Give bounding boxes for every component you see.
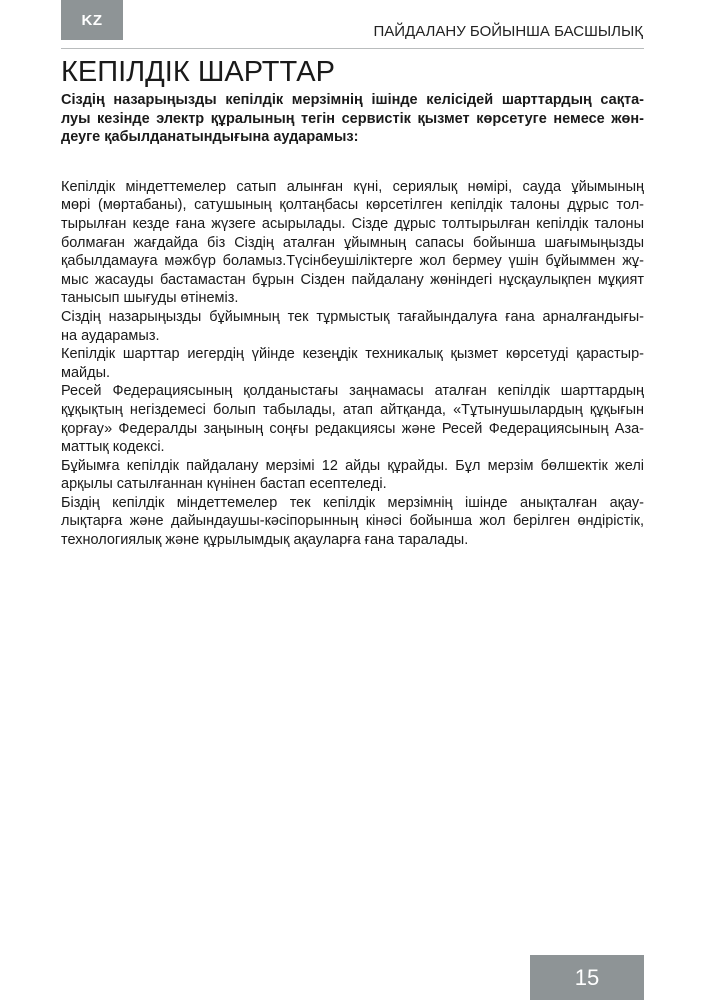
page-number: 15 [574,964,600,990]
body-line: қорғау» Федералды заңының соңғы редакциясы және Ресей Федерациясының Аза- [61,420,644,437]
language-code: KZ [81,11,103,29]
body-line: тырылған кезде ғана жүзеге асырылады. Сізде дұрыс толтырылған кепілдік талоны [61,215,644,232]
body-line: Ресей Федерациясының қолданыстағы заңнамасы аталған кепілдік шарттардың [61,383,644,400]
body-line: танысып шығуды өтінеміз. [61,290,239,307]
page-number-box [530,955,644,1000]
manual-title: ПАЙДАЛАНУ БОЙЫНША БАСШЫЛЫҚ [373,23,643,40]
body-paragraph [61,308,644,345]
intro-paragraph [61,91,644,147]
intro-line: луы кезінде электр құралының тегін сервистік қызмет көрсетуге немесе жөн- [61,110,644,127]
body-paragraph [61,494,644,550]
intro-line: деуге қабылданатындығына аударамыз: [61,129,359,146]
body-paragraph [61,345,644,382]
paragraph-gap [61,147,644,178]
body-line: қабылдамауға мәжбүр боламыз.Түсінбеушіліктерге жол бермеу үшін бұйыммен жұ- [61,253,644,270]
body-line: Кепілдік шарттар иегердің үйінде кезеңдік техникалық қызмет көрсетуді қарастыр- [61,346,644,363]
section-title: КЕПІЛДІК ШАРТТАР [61,56,335,88]
body-line: майды. [61,364,111,381]
body-line: Бұйымға кепілдік пайдалану мерзімі 12 айды құрайды. Бұл мерзім бөлшектік желі [61,457,644,474]
body-line: лықтарға және дайындаушы-кәсіпорынның кінәсі бойынша жол берілген өндірістік, [61,513,644,530]
body-line: на аударамыз. [61,327,160,344]
section-content [61,91,644,550]
body-line: мөрі (мөртабаны), сатушының қолтаңбасы көрсетілген кепілдік талоны дұрыс тол- [61,197,644,214]
body-line: технологиялық және құрылымдық ақауларға ғана таралады. [61,532,469,549]
header-divider [61,48,644,49]
body-line: құқықтың негіздемесі болып табылады, атап айтқанда, «Тұтынушылардың құқығын [61,401,644,418]
body-paragraph [61,457,644,494]
body-line: маттық кодексі. [61,439,165,456]
language-tab [61,0,123,40]
body-paragraph [61,178,644,308]
body-line: болмаған жағдайда біз Сіздің аталған ұйымның сапасы бойынша шағымыңызды [61,234,644,251]
body-line: мыс жасауды бастамастан бұрын Сізден пайдалану жөніндегі нұсқаулықпен мұқият [61,271,644,288]
body-paragraph [61,382,644,456]
body-line: Сіздің назарыңызды бұйымның тек тұрмыстық тағайындалуға ғана арналғандығы- [61,308,644,325]
body-line: Біздің кепілдік міндеттемелер тек кепілдік мерзімнің ішінде анықталған ақау- [61,494,644,511]
intro-line: Сіздің назарыңызды кепілдік мерзімнің ішінде келісідей шарттардың сақта- [61,92,644,108]
body-line: Кепілдік міндеттемелер сатып алынған күні, сериялық нөмірі, сауда ұйымының [61,178,644,195]
body-line: арқылы сатылғаннан күнінен бастап есептеледі. [61,476,387,493]
